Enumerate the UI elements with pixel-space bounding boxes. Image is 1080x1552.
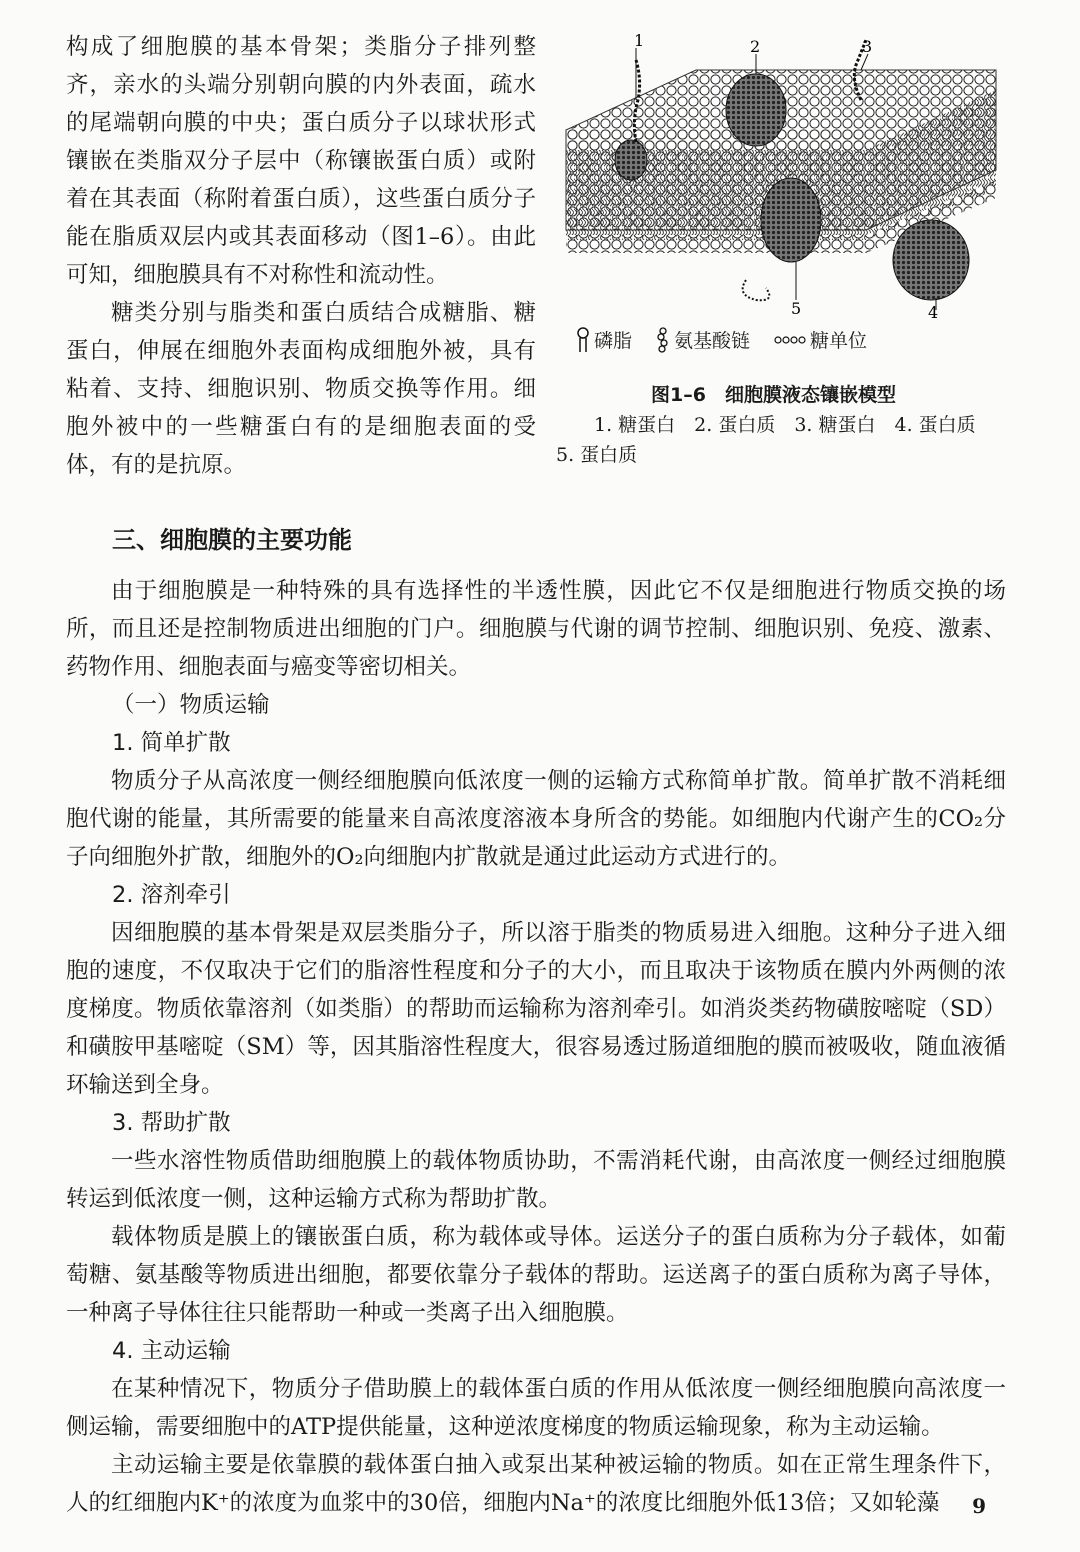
body-paragraph: 载体物质是膜上的镶嵌蛋白质，称为载体或导体。运送分子的蛋白质称为分子载体，如葡萄糖、氨基酸等物质进出细胞，都要依靠分子载体的帮助。运送离子的蛋白质称为离子导体，一种离子导体往往只能帮助一种或一类离子出入细胞膜。: [66, 1224, 1006, 1326]
figure-caption: 1. 糖蛋白 2. 蛋白质 3. 糖蛋白 4. 蛋白质 5. 蛋白质: [556, 414, 995, 466]
legend-amino-acid-chain-label: 氨基酸链: [674, 330, 751, 352]
subsection-heading: （一）物质运输: [112, 692, 270, 718]
top-text-column: [66, 28, 536, 484]
figure-legend: [576, 326, 867, 353]
amino-acid-chain-icon: [656, 327, 670, 353]
section-title: 三、细胞膜的主要功能: [112, 526, 352, 554]
membrane-figure: [556, 30, 1016, 466]
legend-phospholipid-label: 磷脂: [594, 330, 633, 352]
body-paragraph: 主动运输主要是依靠膜的载体蛋白抽入或泵出某种被运输的物质。如在正常生理条件下，人的红细胞内K⁺的浓度为血浆中的30倍，细胞内Na⁺的浓度比细胞外低13倍；又如轮藻: [66, 1452, 1006, 1516]
item-heading: 1. 简单扩散: [112, 730, 231, 756]
top-paragraph-2: 糖类分别与脂类和蛋白质结合成糖脂、糖蛋白，伸展在细胞外表面构成细胞外被，具有粘着、支持、细胞识别、物质交换等作用。细胞外被中的一些糖蛋白有的是细胞表面的受体，有的是抗原。: [66, 300, 536, 478]
main-body: [66, 572, 1006, 1522]
item-heading: 4. 主动运输: [112, 1338, 231, 1364]
legend-phospholipid: [576, 326, 632, 353]
body-paragraph: 物质分子从高浓度一侧经细胞膜向低浓度一侧的运输方式称简单扩散。简单扩散不消耗细胞代谢的能量，其所需要的能量来自高浓度溶液本身所含的势能。如细胞内代谢产生的CO₂分子向细胞外扩散，细胞外的O₂向细胞内扩散就是通过此运动方式进行的。: [66, 768, 1006, 870]
figure-label-4: 4: [928, 303, 939, 320]
body-paragraph: 由于细胞膜是一种特殊的具有选择性的半透性膜，因此它不仅是细胞进行物质交换的场所，而且还是控制物质进出细胞的门户。细胞膜与代谢的调节控制、细胞识别、免疫、激素、药物作用、细胞表面与癌变等密切相关。: [66, 578, 1006, 680]
item-heading: 3. 帮助扩散: [112, 1110, 231, 1136]
figure-label-5: 5: [791, 299, 802, 318]
legend-amino-acid-chain: [656, 326, 750, 353]
body-paragraph: 在某种情况下，物质分子借助膜上的载体蛋白质的作用从低浓度一侧经细胞膜向高浓度一侧运输，需要细胞中的ATP提供能量，这种逆浓度梯度的物质运输现象，称为主动运输。: [66, 1376, 1006, 1440]
figure-label-3: 3: [862, 37, 873, 56]
legend-sugar-unit-label: 糖单位: [810, 330, 868, 352]
fluid-mosaic-model-illustration: [556, 30, 1006, 320]
body-paragraph: 一些水溶性物质借助细胞膜上的载体物质协助，不需消耗代谢，由高浓度一侧经过细胞膜转运到低浓度一侧，这种运输方式称为帮助扩散。: [66, 1148, 1006, 1212]
figure-title: 图1–6 细胞膜液态镶嵌模型: [651, 384, 896, 406]
figure-label-2: 2: [750, 37, 761, 56]
phospholipid-icon: [576, 327, 590, 353]
page-number: 9: [972, 1494, 986, 1518]
item-heading: 2. 溶剂牵引: [112, 882, 231, 908]
sugar-unit-icon: [774, 334, 806, 346]
legend-sugar-unit: [774, 326, 867, 353]
top-paragraph-1: 构成了细胞膜的基本骨架；类脂分子排列整齐，亲水的头端分别朝向膜的内外表面，疏水的尾端朝向膜的中央；蛋白质分子以球状形式镶嵌在类脂双分子层中（称镶嵌蛋白质）或附着在其表面（称附着蛋白质），这些蛋白质分子能在脂质双层内或其表面移动（图1–6）。由此可知，细胞膜具有不对称性和流动性。: [66, 34, 536, 288]
figure-label-1: 1: [634, 31, 645, 50]
body-paragraph: 因细胞膜的基本骨架是双层类脂分子，所以溶于脂类的物质易进入细胞。这种分子进入细胞的速度，不仅取决于它们的脂溶性程度和分子的大小，而且取决于该物质在膜内外两侧的浓度梯度。物质依靠溶剂（如类脂）的帮助而运输称为溶剂牵引。如消炎类药物磺胺嘧啶（SD）和磺胺甲基嘧啶（SM）等，因其脂溶性程度大，很容易透过肠道细胞的膜而被吸收，随血液循环输送到全身。: [66, 920, 1006, 1098]
